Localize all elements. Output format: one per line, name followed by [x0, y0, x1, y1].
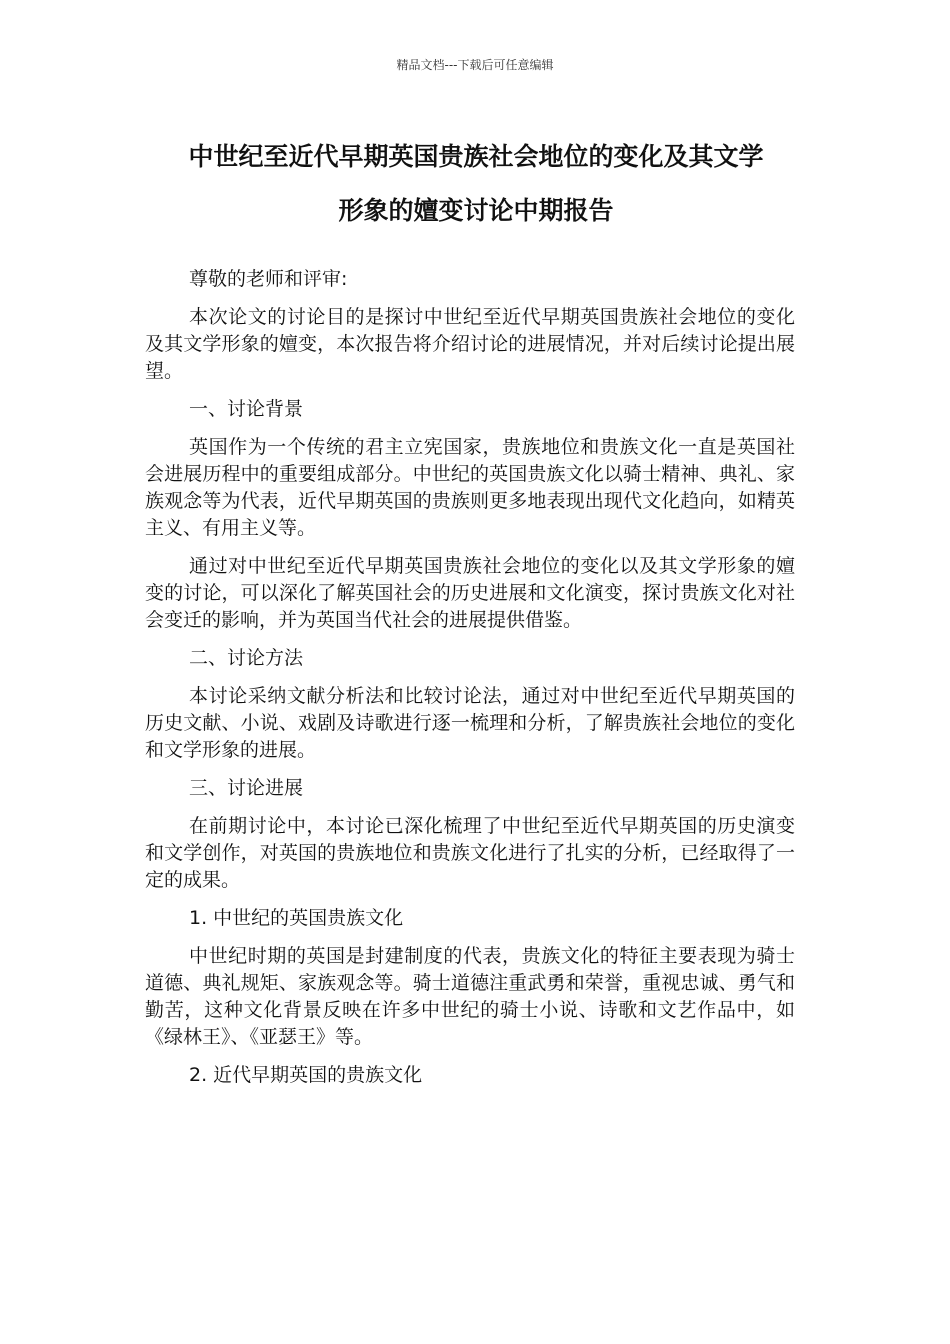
- section-heading-background: 一、讨论背景: [189, 398, 304, 420]
- title-line-1: 中世纪至近代早期英国贵族社会地位的变化及其文学: [188, 142, 764, 171]
- background-paragraph-1: 英国作为一个传统的君主立宪国家，贵族地位和贵族文化一直是英国社会进展历程中的重要组成部分。中世纪的英国贵族文化以骑士精神、典礼、家族观念等为代表，近代早期英国的贵族则更多地表现出现代文化趋向，如精英主义、有用主义等。: [145, 436, 795, 539]
- document-body: [145, 266, 795, 1100]
- title-line-2: 形象的嬗变讨论中期报告: [338, 196, 614, 225]
- salutation: 尊敬的老师和评审:: [189, 268, 348, 290]
- section-heading-progress: 三、讨论进展: [189, 777, 304, 799]
- section-heading-methods: 二、讨论方法: [189, 647, 304, 669]
- document-title: [140, 130, 812, 238]
- medieval-paragraph: 中世纪时期的英国是封建制度的代表，贵族文化的特征主要表现为骑士道德、典礼规矩、家族观念等。骑士道德注重武勇和荣誉，重视忠诚、勇气和勤苦，这种文化背景反映在许多中世纪的骑士小说、诗歌和文艺作品中，如《绿林王》、《亚瑟王》等。: [145, 945, 795, 1048]
- methods-paragraph: 本讨论采纳文献分析法和比较讨论法，通过对中世纪至近代早期英国的历史文献、小说、戏剧及诗歌进行逐一梳理和分析，了解贵族社会地位的变化和文学形象的进展。: [145, 685, 795, 761]
- subheading-medieval: 1. 中世纪的英国贵族文化: [189, 907, 404, 929]
- intro-paragraph: 本次论文的讨论目的是探讨中世纪至近代早期英国贵族社会地位的变化及其文学形象的嬗变，本次报告将介绍讨论的进展情况，并对后续讨论提出展望。: [145, 306, 795, 382]
- subheading-early-modern: 2. 近代早期英国的贵族文化: [189, 1064, 423, 1086]
- background-paragraph-2: 通过对中世纪至近代早期英国贵族社会地位的变化以及其文学形象的嬗变的讨论，可以深化了解英国社会的历史进展和文化演变，探讨贵族文化对社会变迁的影响，并为英国当代社会的进展提供借鉴。: [145, 555, 795, 631]
- header-note: 精品文档---下载后可任意编辑: [396, 58, 554, 72]
- progress-paragraph: 在前期讨论中，本讨论已深化梳理了中世纪至近代早期英国的历史演变和文学创作，对英国的贵族地位和贵族文化进行了扎实的分析，已经取得了一定的成果。: [145, 815, 795, 891]
